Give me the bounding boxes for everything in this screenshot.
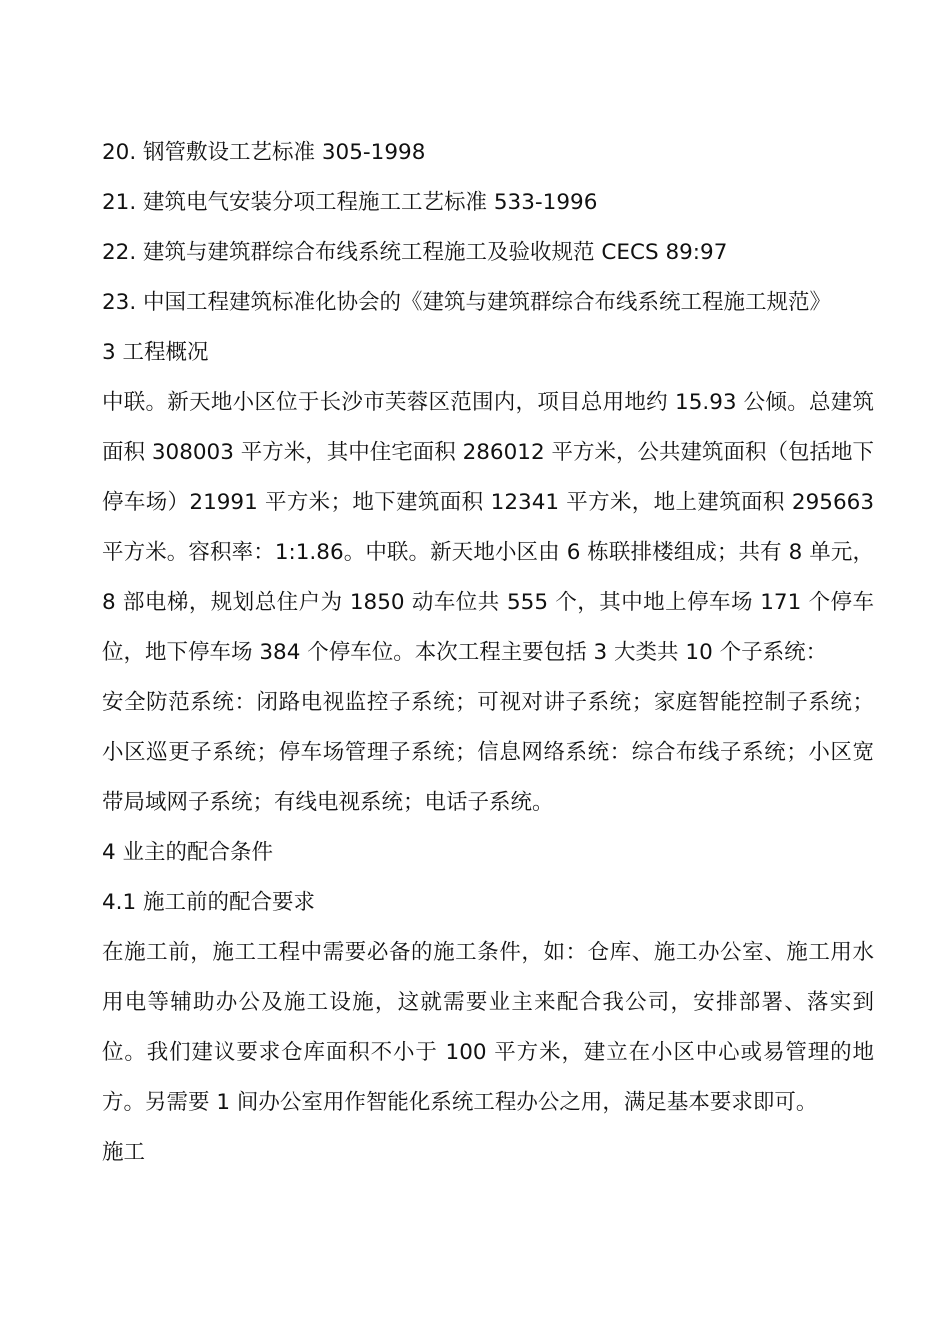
standard-item-20: 20. 钢管敷设工艺标准 305-1998 <box>102 140 426 165</box>
standard-item-23: 23. 中国工程建筑标准化协会的《建筑与建筑群综合布线系统工程施工规范》 <box>102 290 832 315</box>
overview-paragraph: 中联。新天地小区位于长沙市芙蓉区范围内，项目总用地约 15.93 公倾。总建筑面积 308003 平方米，其中住宅面积 286012 平方米，公共建筑面积（包括地下停车场）21991 平方米；地下建筑面积 12341 平方米，地上建筑面积 295663 平方米。容积率：1:1.86。中联。新天地小区由 6 栋联排楼组成；共有 8 单元，8 部电梯，规划总住户为 1850 动车位共 555 个，其中地上停车场 171 个停车位，地下停车场 384 个停车位。本次工程主要包括 3 大类共 10 个子系统： <box>102 390 874 665</box>
standard-item-21: 21. 建筑电气安装分项工程施工工艺标准 533-1996 <box>102 190 598 215</box>
systems-paragraph: 安全防范系统：闭路电视监控子系统；可视对讲子系统；家庭智能控制子系统；小区巡更子系统；停车场管理子系统；信息网络系统：综合布线子系统；小区宽带局域网子系统；有线电视系统；电话子系统。 <box>102 690 874 815</box>
section-heading-owner-conditions: 4 业主的配合条件 <box>102 840 274 865</box>
pre-construction-paragraph: 在施工前，施工工程中需要必备的施工条件，如：仓库、施工办公室、施工用水用电等辅助办公及施工设施，这就需要业主来配合我公司，安排部署、落实到位。我们建议要求仓库面积不小于 100 平方米，建立在小区中心或易管理的地方。另需要 1 间办公室用作智能化系统工程办公之用，满足基本要求即可。 <box>102 940 874 1115</box>
document-body <box>102 128 874 1178</box>
standard-item-22: 22. 建筑与建筑群综合布线系统工程施工及验收规范 CECS 89:97 <box>102 240 728 265</box>
trailing-text: 施工 <box>102 1140 146 1165</box>
section-heading-overview: 3 工程概况 <box>102 340 209 365</box>
subsection-heading-pre-construction: 4.1 施工前的配合要求 <box>102 890 316 915</box>
